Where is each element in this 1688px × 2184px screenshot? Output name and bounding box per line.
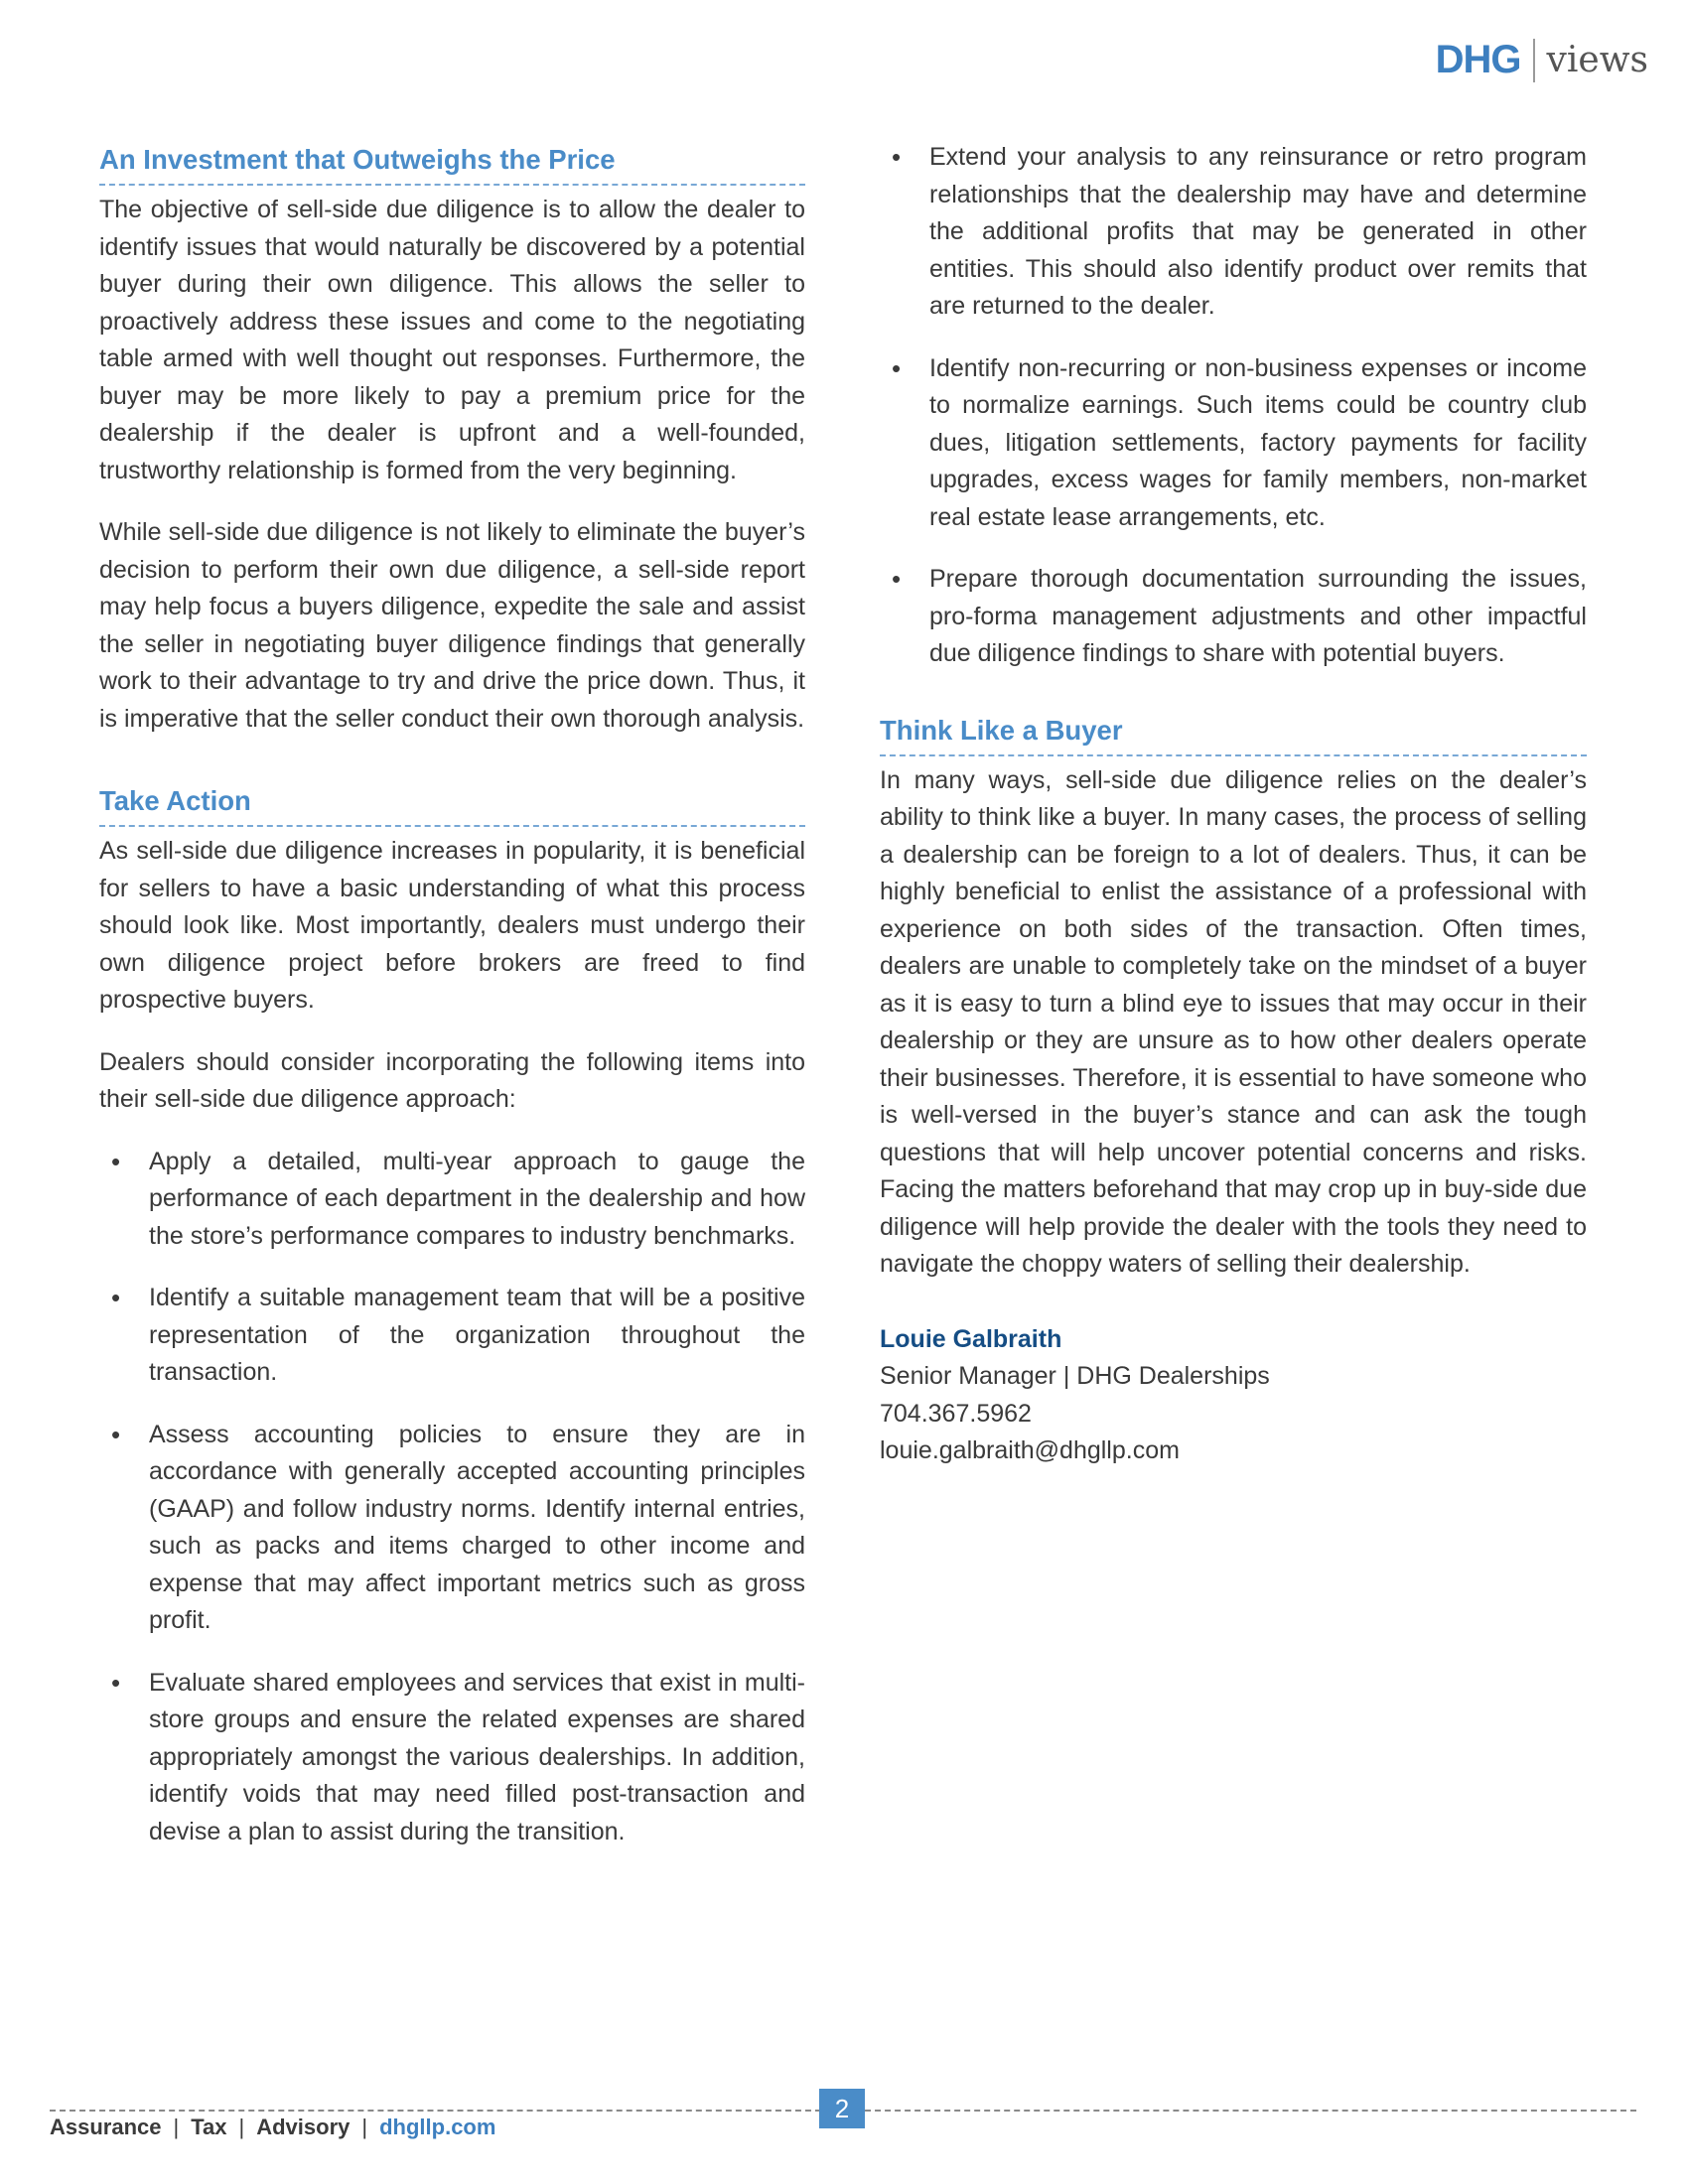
paragraph: The objective of sell-side due diligence is to allow the dealer to identify issues that would naturally be discovered by a potential buyer during their own diligence. This allows the seller to proactively address these issues and come to the negotiating table armed with well thought out responses. Furthermore, the buyer may be more likely to pay a premium price for the dealership if the dealer is upfront and a well-founded, trustworthy relationship is formed from the very beginning. [99,196,805,484]
footer-url-link[interactable]: dhgllp.com [379,2115,496,2139]
bullet-list [880,139,1587,673]
logo-brand: DHG [1435,38,1521,81]
list-item: • Extend your analysis to any reinsurance or retro program relationships that the dealership may have and determine the additional profits that may be generated in other entities. This should also identify product over remits that are returned to the dealer. [880,139,1587,326]
right-column [880,139,1587,1470]
paragraph: While sell-side due diligence is not likely to eliminate the buyer’s decision to perform their own due diligence, a sell-side report may help focus a buyers diligence, expedite the sale and assist the seller in negotiating buyer diligence findings that generally work to their advantage to try and drive the price down. Thus, it is imperative that the seller conduct their own thorough analysis. [99,518,805,733]
list-item: • Identify non-recurring or non-business expenses or income to normalize earnings. Such items could be country club dues, litigation settlements, factory payments for facility upgrades, excess wages for family members, non-market real estate lease arrangements, etc. [880,350,1587,537]
bullet-list [99,1144,805,1851]
section-heading-investment: An Investment that Outweighs the Price [99,139,805,186]
logo-divider [1533,39,1535,82]
list-item: • Assess accounting policies to ensure they are in accordance with generally accepted accounting principles (GAAP) and follow industry norms. Identify internal entries, such as packs and items charged to other income and expense that may affect important metrics such as gross profit. [99,1417,805,1640]
footer-services [50,2113,495,2142]
author-phone: 704.367.5962 [880,1399,1032,1428]
author-email[interactable]: louie.galbraith@dhgllp.com [880,1436,1180,1464]
footer-separator: | [173,2115,180,2139]
page-number: 2 [819,2089,865,2128]
paragraph: In many ways, sell-side due diligence relies on the dealer’s ability to think like a buyer. In many cases, the process of selling a dealership can be foreign to a lot of dealers. Thus, it can be highly beneficial to enlist the assistance of a professional with experience on both sides of the transaction. Often times, dealers are unable to completely take on the mindset of a buyer as it is easy to turn a blind eye to issues that may occur in their dealership or they are unsure as to how other dealers operate their businesses. Therefore, it is essential to have someone who is well-versed in the buyer’s stance and can ask the tough questions that will help uncover potential concerns and risks. Facing the matters beforehand that may crop up in buy-side due diligence will help provide the dealer with the tools they need to navigate the choppy waters of selling their dealership. [880,765,1587,1278]
author-title: Senior Manager | DHG Dealerships [880,1362,1270,1390]
list-item: • Identify a suitable management team that will be a positive representation of the organization throughout the transaction. [99,1280,805,1392]
dhg-views-logo [1436,38,1648,82]
section-heading-think-like-buyer: Think Like a Buyer [880,710,1587,756]
section-heading-take-action: Take Action [99,780,805,827]
list-item: • Evaluate shared employees and services that exist in multi-store groups and ensure the related expenses are shared appropriately amongst the various dealerships. In addition, identify voids that may need filled post-transaction and devise a plan to assist during the transition. [99,1665,805,1851]
logo-views: views [1546,40,1648,80]
author-name: Louie Galbraith [880,1324,1062,1353]
footer-item: Advisory [256,2115,351,2139]
footer-separator: | [238,2115,245,2139]
list-item: • Apply a detailed, multi-year approach to gauge the performance of each department in the dealership and how the store’s performance compares to industry benchmarks. [99,1144,805,1256]
footer-item: Assurance [50,2115,162,2139]
left-column [99,139,805,1875]
list-item: • Prepare thorough documentation surrounding the issues, pro-forma management adjustments and other impactful due diligence findings to share with potential buyers. [880,561,1587,673]
paragraph: As sell-side due diligence increases in popularity, it is beneficial for sellers to have a basic understanding of what this process should look like. Most importantly, dealers must undergo their own diligence project before brokers are freed to find prospective buyers. [99,837,805,1014]
paragraph: Dealers should consider incorporating the following items into their sell-side due diligence approach: [99,1047,805,1113]
footer-separator: | [361,2115,368,2139]
footer-item: Tax [191,2115,227,2139]
